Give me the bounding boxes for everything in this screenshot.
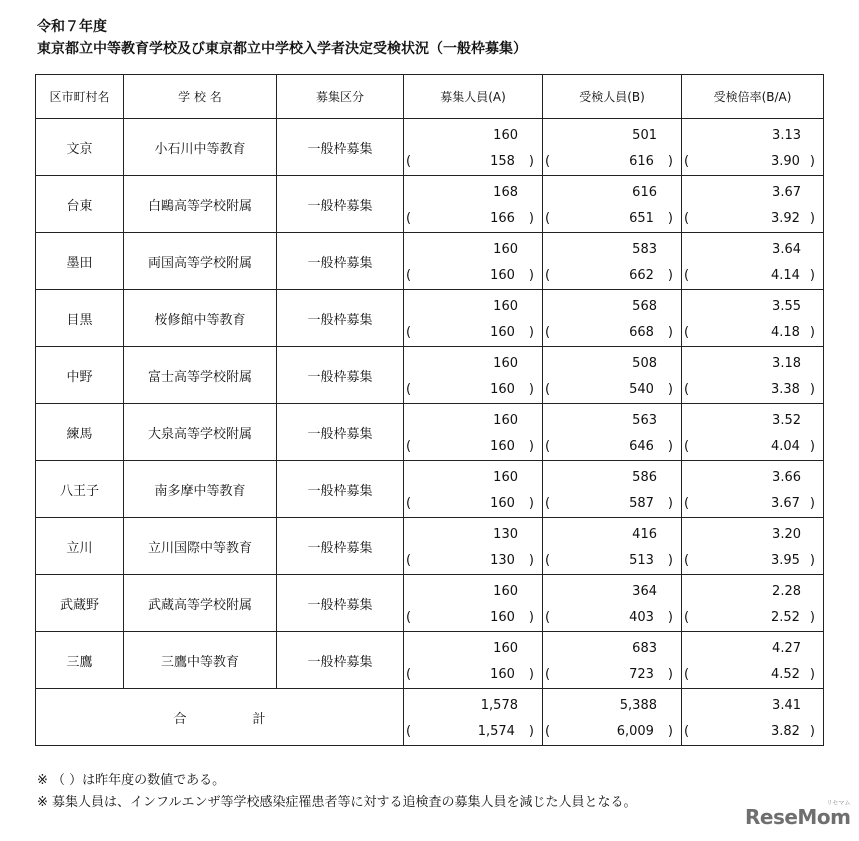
recruit-type: 一般枠募集 xyxy=(277,518,404,575)
school-name: 武蔵高等学校附属 xyxy=(124,575,277,632)
table-row xyxy=(36,461,824,518)
total-label xyxy=(36,689,404,746)
examinees-cell xyxy=(543,233,682,290)
paren: ) xyxy=(809,211,815,226)
ratio-cell xyxy=(682,347,824,404)
recruit-type: 一般枠募集 xyxy=(277,233,404,290)
capacity: 160 xyxy=(493,299,518,314)
ratio-prev: 4.14 xyxy=(770,268,800,283)
area-name: 目黒 xyxy=(36,290,124,347)
ratio-cell xyxy=(682,461,824,518)
examinees-prev: 403 xyxy=(629,610,654,625)
ratio-prev: 3.38 xyxy=(770,382,800,397)
footnotes xyxy=(37,770,637,814)
paren: ) xyxy=(528,667,534,682)
total-capacity-prev: 1,574 xyxy=(477,724,515,739)
paren: ) xyxy=(809,496,815,511)
examinees: 586 xyxy=(632,470,657,485)
examinees-prev: 616 xyxy=(629,154,654,169)
examinees: 583 xyxy=(632,242,657,257)
ratio-prev: 3.67 xyxy=(770,496,800,511)
logo-subtext: リセマム xyxy=(826,800,851,807)
column-header: 受検人員(B) xyxy=(543,75,682,119)
paren: ( xyxy=(684,496,690,511)
paren: ( xyxy=(684,439,690,454)
recruit-type: 一般枠募集 xyxy=(277,461,404,518)
logo-text: ReseMom xyxy=(745,805,851,829)
ratio-prev: 3.92 xyxy=(770,211,800,226)
ratio-prev: 4.04 xyxy=(770,439,800,454)
paren: ( xyxy=(545,496,551,511)
total-ratio: 3.41 xyxy=(772,698,801,713)
paren: ( xyxy=(684,325,690,340)
capacity-prev: 160 xyxy=(490,382,515,397)
paren: ) xyxy=(528,724,534,739)
examinees: 364 xyxy=(632,584,657,599)
paren: ) xyxy=(667,325,673,340)
table-row xyxy=(36,347,824,404)
school-name: 大泉高等学校附属 xyxy=(124,404,277,461)
paren: ( xyxy=(545,325,551,340)
capacity-prev: 160 xyxy=(490,268,515,283)
capacity-prev: 160 xyxy=(490,496,515,511)
column-header: 募集人員(A) xyxy=(404,75,543,119)
header-row xyxy=(36,75,824,119)
resemom-logo xyxy=(745,800,851,829)
school-name: 白鷗高等学校附属 xyxy=(124,176,277,233)
total-label-part: 計 xyxy=(252,711,266,727)
paren: ( xyxy=(406,382,412,397)
ratio-cell xyxy=(682,290,824,347)
column-header: 募集区分 xyxy=(277,75,404,119)
school-name: 両国高等学校附属 xyxy=(124,233,277,290)
recruit-type: 一般枠募集 xyxy=(277,119,404,176)
paren: ( xyxy=(684,667,690,682)
paren: ( xyxy=(406,439,412,454)
ratio-cell xyxy=(682,404,824,461)
ratio-prev: 3.90 xyxy=(770,154,800,169)
capacity-cell xyxy=(404,461,543,518)
table-row xyxy=(36,575,824,632)
recruit-type: 一般枠募集 xyxy=(277,290,404,347)
paren: ( xyxy=(545,382,551,397)
total-label-part: 合 xyxy=(173,711,187,727)
total-ratio-prev: 3.82 xyxy=(770,724,800,739)
capacity-prev: 130 xyxy=(490,553,515,568)
total-examinees-prev: 6,009 xyxy=(616,724,654,739)
total-capacity: 1,578 xyxy=(480,698,518,713)
year-label: 令和７年度 xyxy=(37,19,107,35)
paren: ( xyxy=(684,610,690,625)
school-name: 小石川中等教育 xyxy=(124,119,277,176)
total-capacity-cell xyxy=(404,689,543,746)
examinees-cell xyxy=(543,404,682,461)
area-name: 文京 xyxy=(36,119,124,176)
ratio: 3.20 xyxy=(772,527,801,542)
examinees-cell xyxy=(543,290,682,347)
area-name: 中野 xyxy=(36,347,124,404)
ratio-cell xyxy=(682,518,824,575)
examinees-prev: 513 xyxy=(629,553,654,568)
paren: ) xyxy=(667,724,673,739)
ratio-cell xyxy=(682,119,824,176)
capacity: 160 xyxy=(493,356,518,371)
capacity-cell xyxy=(404,347,543,404)
ratio: 4.27 xyxy=(772,641,801,656)
ratio: 3.18 xyxy=(772,356,801,371)
examinees-cell xyxy=(543,632,682,689)
examinees-prev: 668 xyxy=(629,325,654,340)
school-name: 南多摩中等教育 xyxy=(124,461,277,518)
paren: ) xyxy=(528,553,534,568)
examinees-cell xyxy=(543,119,682,176)
paren: ( xyxy=(545,154,551,169)
paren: ) xyxy=(528,439,534,454)
capacity-prev: 160 xyxy=(490,439,515,454)
paren: ) xyxy=(667,211,673,226)
examinees: 563 xyxy=(632,413,657,428)
paren: ( xyxy=(406,610,412,625)
ratio: 3.67 xyxy=(772,185,801,200)
area-name: 練馬 xyxy=(36,404,124,461)
examinees-cell xyxy=(543,575,682,632)
paren: ) xyxy=(667,268,673,283)
paren: ) xyxy=(528,154,534,169)
ratio-prev: 2.52 xyxy=(770,610,800,625)
examinees: 508 xyxy=(632,356,657,371)
paren: ) xyxy=(667,553,673,568)
examinees-prev: 662 xyxy=(629,268,654,283)
paren: ) xyxy=(809,724,815,739)
paren: ( xyxy=(684,553,690,568)
total-examinees: 5,388 xyxy=(619,698,657,713)
examinees: 616 xyxy=(632,185,657,200)
paren: ( xyxy=(545,667,551,682)
examinees: 568 xyxy=(632,299,657,314)
paren: ) xyxy=(667,610,673,625)
examinees-cell xyxy=(543,176,682,233)
results-table xyxy=(35,74,824,746)
ratio-prev: 4.52 xyxy=(770,667,800,682)
paren: ( xyxy=(545,211,551,226)
column-header: 学 校 名 xyxy=(124,75,277,119)
ratio: 2.28 xyxy=(772,584,801,599)
paren: ) xyxy=(667,439,673,454)
capacity: 160 xyxy=(493,641,518,656)
recruit-type: 一般枠募集 xyxy=(277,347,404,404)
ratio: 3.66 xyxy=(772,470,801,485)
paren: ) xyxy=(667,496,673,511)
examinees-prev: 540 xyxy=(629,382,654,397)
paren: ( xyxy=(545,553,551,568)
school-name: 三鷹中等教育 xyxy=(124,632,277,689)
paren: ) xyxy=(809,382,815,397)
footnote: ※ （ ）は昨年度の数値である。 xyxy=(37,773,226,788)
paren: ) xyxy=(528,496,534,511)
paren: ) xyxy=(528,211,534,226)
area-name: 武蔵野 xyxy=(36,575,124,632)
examinees-prev: 587 xyxy=(629,496,654,511)
paren: ) xyxy=(809,667,815,682)
ratio: 3.55 xyxy=(772,299,801,314)
paren: ( xyxy=(684,724,690,739)
recruit-type: 一般枠募集 xyxy=(277,176,404,233)
paren: ) xyxy=(809,325,815,340)
paren: ( xyxy=(684,211,690,226)
examinees-prev: 651 xyxy=(629,211,654,226)
paren: ) xyxy=(809,610,815,625)
capacity-cell xyxy=(404,632,543,689)
paren: ( xyxy=(406,268,412,283)
paren: ( xyxy=(406,667,412,682)
ratio-cell xyxy=(682,575,824,632)
examinees-prev: 646 xyxy=(629,439,654,454)
capacity-prev: 158 xyxy=(490,154,515,169)
paren: ) xyxy=(528,325,534,340)
ratio-cell xyxy=(682,176,824,233)
capacity-prev: 166 xyxy=(490,211,515,226)
capacity: 130 xyxy=(493,527,518,542)
ratio-cell xyxy=(682,233,824,290)
paren: ( xyxy=(406,211,412,226)
table-row xyxy=(36,176,824,233)
paren: ) xyxy=(667,667,673,682)
examinees: 501 xyxy=(632,128,657,143)
capacity-cell xyxy=(404,176,543,233)
paren: ( xyxy=(406,154,412,169)
paren: ) xyxy=(667,382,673,397)
examinees-cell xyxy=(543,518,682,575)
school-name: 富士高等学校附属 xyxy=(124,347,277,404)
paren: ( xyxy=(684,268,690,283)
capacity: 160 xyxy=(493,242,518,257)
total-examinees-cell xyxy=(543,689,682,746)
total-ratio-cell xyxy=(682,689,824,746)
page-title: 東京都立中等教育学校及び東京都立中学校入学者決定受検状況（一般枠募集） xyxy=(37,41,527,57)
footnote: ※ 募集人員は、インフルエンザ等学校感染症罹患者等に対する追検査の募集人員を減じた人員となる。 xyxy=(37,795,637,810)
capacity-prev: 160 xyxy=(490,325,515,340)
paren: ( xyxy=(545,610,551,625)
capacity-cell xyxy=(404,119,543,176)
examinees: 416 xyxy=(632,527,657,542)
ratio: 3.52 xyxy=(772,413,801,428)
capacity: 168 xyxy=(493,185,518,200)
paren: ) xyxy=(809,268,815,283)
recruit-type: 一般枠募集 xyxy=(277,632,404,689)
capacity-cell xyxy=(404,233,543,290)
ratio-prev: 3.95 xyxy=(770,553,800,568)
examinees-prev: 723 xyxy=(629,667,654,682)
table-row xyxy=(36,518,824,575)
paren: ) xyxy=(809,439,815,454)
ratio: 3.13 xyxy=(772,128,801,143)
capacity: 160 xyxy=(493,413,518,428)
column-header: 受検倍率(B/A) xyxy=(682,75,824,119)
examinees-cell xyxy=(543,461,682,518)
table-row xyxy=(36,233,824,290)
paren: ) xyxy=(667,154,673,169)
capacity: 160 xyxy=(493,584,518,599)
paren: ( xyxy=(684,382,690,397)
paren: ( xyxy=(684,154,690,169)
paren: ) xyxy=(809,154,815,169)
capacity-cell xyxy=(404,404,543,461)
area-name: 墨田 xyxy=(36,233,124,290)
capacity: 160 xyxy=(493,470,518,485)
capacity: 160 xyxy=(493,128,518,143)
table-row xyxy=(36,119,824,176)
recruit-type: 一般枠募集 xyxy=(277,575,404,632)
capacity-cell xyxy=(404,575,543,632)
column-header: 区市町村名 xyxy=(36,75,124,119)
area-name: 立川 xyxy=(36,518,124,575)
table-row xyxy=(36,290,824,347)
capacity-cell xyxy=(404,290,543,347)
capacity-prev: 160 xyxy=(490,667,515,682)
area-name: 八王子 xyxy=(36,461,124,518)
recruit-type: 一般枠募集 xyxy=(277,404,404,461)
paren: ( xyxy=(406,553,412,568)
paren: ) xyxy=(528,382,534,397)
examinees-cell xyxy=(543,347,682,404)
paren: ) xyxy=(809,553,815,568)
paren: ) xyxy=(528,268,534,283)
examinees: 683 xyxy=(632,641,657,656)
ratio-cell xyxy=(682,632,824,689)
area-name: 三鷹 xyxy=(36,632,124,689)
paren: ( xyxy=(545,724,551,739)
ratio-prev: 4.18 xyxy=(770,325,800,340)
paren: ( xyxy=(406,496,412,511)
area-name: 台東 xyxy=(36,176,124,233)
paren: ( xyxy=(406,325,412,340)
paren: ( xyxy=(545,268,551,283)
capacity-cell xyxy=(404,518,543,575)
paren: ( xyxy=(545,439,551,454)
paren: ( xyxy=(406,724,412,739)
capacity-prev: 160 xyxy=(490,610,515,625)
ratio: 3.64 xyxy=(772,242,801,257)
school-name: 立川国際中等教育 xyxy=(124,518,277,575)
table-row xyxy=(36,632,824,689)
paren: ) xyxy=(528,610,534,625)
total-row xyxy=(36,689,824,746)
school-name: 桜修館中等教育 xyxy=(124,290,277,347)
table-row xyxy=(36,404,824,461)
